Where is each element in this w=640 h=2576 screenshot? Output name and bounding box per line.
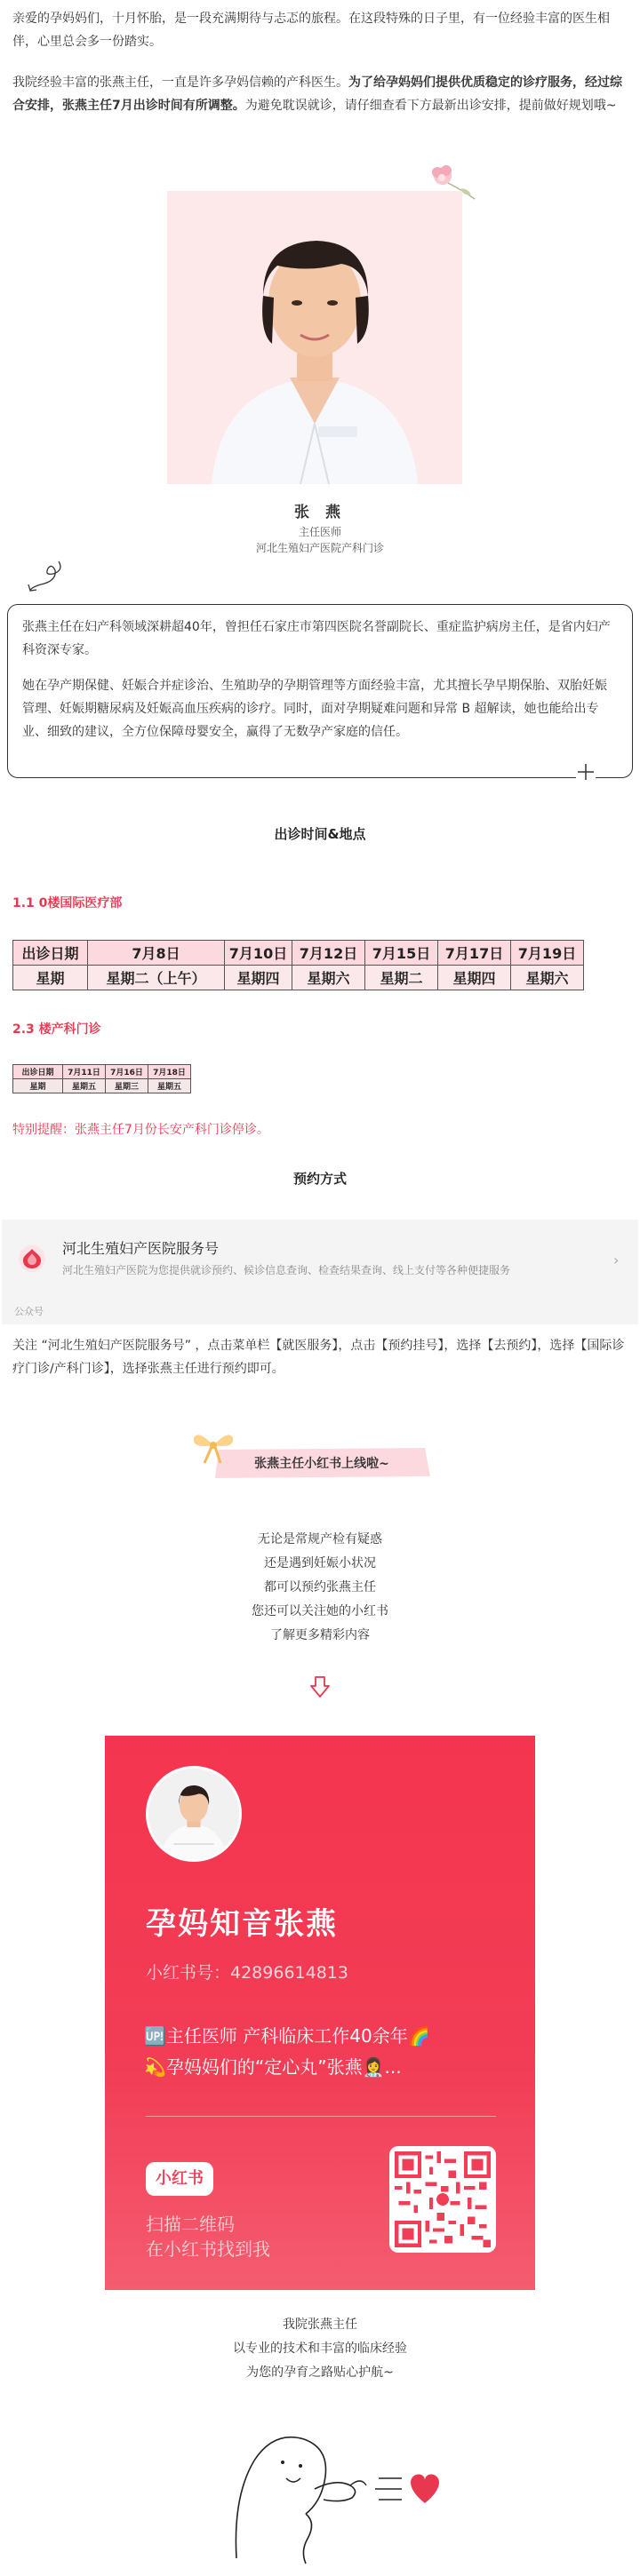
xhs-banner-text: 张燕主任小红书上线啦~ xyxy=(254,1457,389,1471)
table-header-cell: 7月17日 xyxy=(438,941,511,966)
intro-text-a: 我院经验丰富的张燕主任，一直是许多孕妈信赖的产科医生。 xyxy=(12,76,348,90)
doctor-portrait-image xyxy=(167,191,462,484)
table-cell: 星期二（上午） xyxy=(88,966,225,990)
official-account-card[interactable] xyxy=(2,1220,638,1324)
table-cell: 星期五 xyxy=(63,1079,106,1093)
bio-paragraph-1: 张燕主任在妇产科领域深耕超40年，曾担任石家庄市第四医院名誉副院长、重症监护病房主任，是省内妇产科资深专家。 xyxy=(22,620,611,657)
table-header-cell: 7月15日 xyxy=(365,941,438,966)
booking-section-title: 预约方式 xyxy=(292,1171,347,1187)
doctor-title: 主任医师 xyxy=(298,526,341,538)
table-cell: 星期六 xyxy=(292,966,365,990)
special-notice: 特别提醒：张燕主任7月份长安产科门诊停诊。 xyxy=(12,1123,269,1137)
table-cell: 星期四 xyxy=(225,966,292,990)
closing-line: 为您的孕育之路贴心护航~ xyxy=(246,2365,394,2380)
curly-arrow-icon xyxy=(23,558,66,595)
qr-code[interactable] xyxy=(389,2146,496,2253)
table-header-cell: 7月18日 xyxy=(148,1065,191,1079)
xhs-scan-text-1: 扫描二维码 xyxy=(146,2214,235,2235)
poem-line: 了解更多精彩内容 xyxy=(270,1628,370,1642)
arrow-down-icon xyxy=(309,1675,331,1698)
poem-line: 无论是常规产检有疑惑 xyxy=(258,1532,382,1546)
table-header-cell: 7月8日 xyxy=(88,941,225,966)
avatar xyxy=(146,1766,242,1862)
booking-instructions xyxy=(0,1334,640,1380)
poem-line: 您还可以关注她的小红书 xyxy=(252,1604,388,1618)
intro-paragraph-2 xyxy=(0,71,640,117)
avatar-image xyxy=(148,1769,239,1859)
table-cell: 星期 xyxy=(13,966,88,990)
table-cell: 星期六 xyxy=(511,966,584,990)
cartoon-heart-illustration xyxy=(219,2389,450,2567)
table-cell: 星期五 xyxy=(148,1079,191,1093)
official-account-description: 河北生殖妇产医院为您提供就诊预约、候诊信息查询、检查结果查询、线上支付等各种便捷服务 xyxy=(62,1264,511,1276)
schedule-table-obstetrics xyxy=(12,1064,191,1093)
table-header-cell: 出诊日期 xyxy=(13,1065,63,1079)
intro-text-c: 为避免耽误就诊，请仔细查看下方最新出诊安排，提前做好规划哦~ xyxy=(244,99,617,113)
doctor-name: 张 燕 xyxy=(294,504,346,521)
xhs-id: 小红书号：42896614813 xyxy=(146,1963,348,1983)
table-header-cell: 7月11日 xyxy=(63,1065,106,1079)
official-account-name: 河北生殖妇产医院服务号 xyxy=(62,1240,220,1257)
schedule-section-title: 出诊时间&地点 xyxy=(274,826,366,842)
schedule-table-international xyxy=(12,940,584,990)
table-header-cell: 7月12日 xyxy=(292,941,365,966)
xhs-profile-name: 孕妈知音张燕 xyxy=(146,1906,338,1942)
table-header-cell: 7月19日 xyxy=(511,941,584,966)
table-cell: 星期三 xyxy=(106,1079,148,1093)
table-header-cell: 7月16日 xyxy=(106,1065,148,1079)
xhs-intro-text xyxy=(0,1528,640,1648)
doctor-photo xyxy=(167,191,462,484)
xiaohongshu-profile-card[interactable] xyxy=(105,1736,535,2290)
table-header-cell: 7月10日 xyxy=(225,941,292,966)
intro-paragraph-1: 亲爱的孕妈妈们，十月怀胎，是一段充满期待与忐忑的旅程。在这段特殊的日子里，有一位经验丰富的医生相伴，心里总会多一份踏实。 xyxy=(12,12,610,49)
table-cell: 星期四 xyxy=(438,966,511,990)
table-header-cell: 出诊日期 xyxy=(13,941,88,966)
xhs-bio-line-1: 🆙主任医师 产科临床工作40余年🌈 xyxy=(144,2025,430,2047)
location-heading-1: 1.1 0楼国际医疗部 xyxy=(12,896,123,910)
table-cell: 星期 xyxy=(13,1079,63,1093)
closing-text xyxy=(0,2313,640,2385)
official-account-footer: 公众号 xyxy=(14,1306,44,1317)
divider xyxy=(146,2116,496,2117)
hospital-logo-icon xyxy=(18,1244,46,1273)
booking-instructions-text: 关注 “河北生殖妇产医院服务号” ，点击菜单栏【就医服务】，点击【预约挂号】，选择【去预约】，选择【国际诊疗门诊/产科门诊】，选择张燕主任进行预约即可。 xyxy=(12,1339,625,1376)
doctor-hospital: 河北生殖妇产医院产科门诊 xyxy=(255,542,384,554)
closing-line: 我院张燕主任 xyxy=(283,2318,357,2332)
doctor-bio-box xyxy=(7,604,633,778)
xiaohongshu-logo: 小红书 xyxy=(146,2162,213,2196)
intro-section xyxy=(0,7,640,117)
qr-code-image xyxy=(395,2151,491,2247)
chevron-right-icon: › xyxy=(613,1252,620,1268)
table-cell: 星期二 xyxy=(365,966,438,990)
closing-line: 以专业的技术和丰富的临床经验 xyxy=(233,2341,407,2356)
xhs-bio-line-2: 💫孕妈妈们的“定心丸”张燕👩‍⚕️... xyxy=(144,2056,402,2078)
poem-line: 还是遇到妊娠小状况 xyxy=(264,1556,376,1570)
intro-text-bold: 为了给孕妈妈们提供优质稳定的诊疗服务，经过综合安排，张燕主任7月出诊时间有所调整。 xyxy=(12,76,622,113)
bio-paragraph-2: 她在孕产期保健、妊娠合并症诊治、生殖助孕的孕期管理等方面经验丰富，尤其擅长孕早期保胎、双胎妊娠管理、妊娠期糖尿病及妊娠高血压疾病的诊疗。同时，面对孕期疑难问题和异常 B 超解读，她也能给出专业、细致的建议，全方位保障母婴安全，赢得了无数孕产家庭的信任。 xyxy=(22,679,607,739)
location-heading-2: 2.3 楼产科门诊 xyxy=(12,1022,101,1037)
xhs-scan-text-2: 在小红书找到我 xyxy=(146,2238,270,2260)
sparkle-icon xyxy=(576,762,596,782)
poem-line: 都可以预约张燕主任 xyxy=(264,1580,376,1594)
